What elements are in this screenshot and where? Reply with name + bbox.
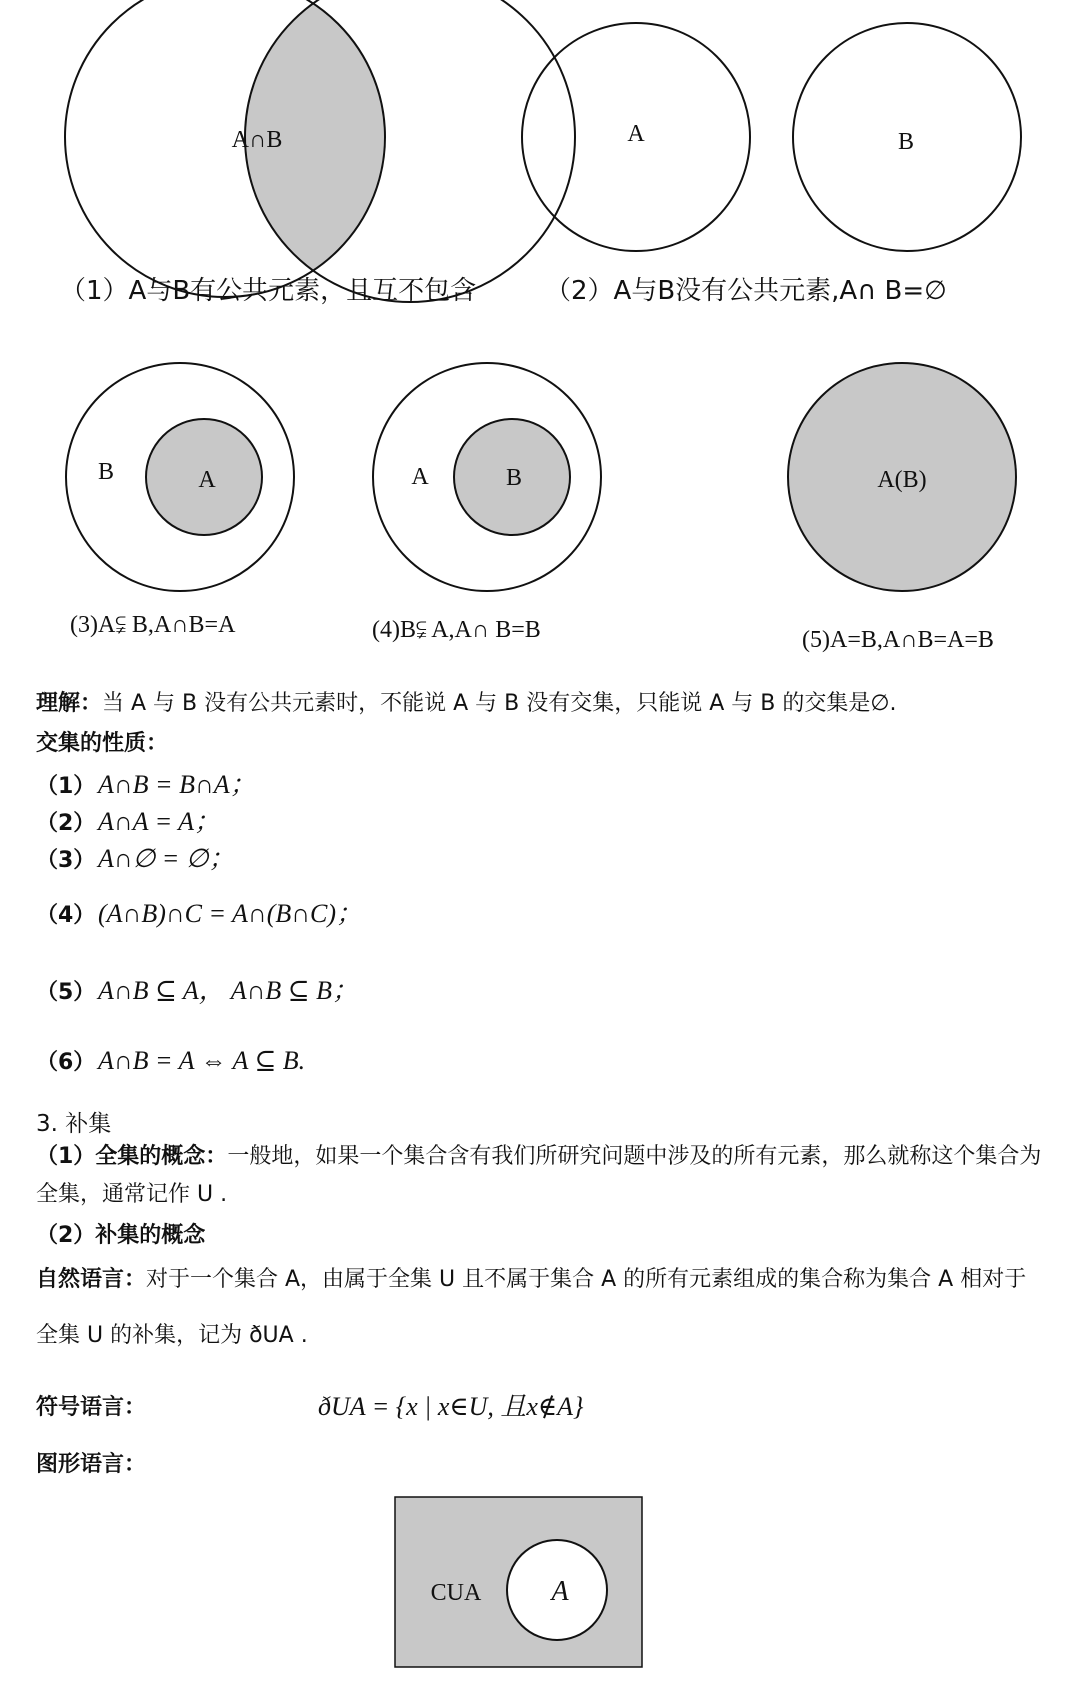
universal-set-paragraph [36, 1138, 1046, 1214]
complement-concept-title: （2）补集的概念 [36, 1223, 206, 1248]
equal-label: A(B) [877, 467, 927, 493]
understanding-text: 当 A 与 B 没有公共元素时，不能说 A 与 B 没有交集，只能说 A 与 B 的交集是∅. [102, 691, 897, 716]
understanding-paragraph [36, 686, 897, 717]
property-number: （6） [36, 1050, 96, 1075]
property-formula: A∩B = B∩A； [98, 770, 256, 799]
caption-2: （2）A与B没有公共元素,A∩ B=∅ [545, 276, 947, 306]
universal-text: 一般地，如果一个集合含有我们所研究问题中涉及的所有元素，那么就称这个集合为全集，通常记作 U . [36, 1144, 1042, 1207]
understanding-label: 理解： [36, 691, 103, 716]
property-item [36, 970, 358, 1007]
set-a-label: A [627, 121, 645, 147]
inner-label: A [198, 467, 216, 493]
property-number: （3） [36, 848, 96, 873]
properties-title: 交集的性质： [36, 731, 169, 756]
property-number: （2） [36, 811, 96, 836]
venn-equal [788, 363, 1016, 591]
set-b-label: B [897, 129, 915, 155]
venn-a-subset-b [66, 363, 294, 591]
property-formula: (A∩B)∩C = A∩(B∩C)； [98, 899, 363, 928]
property-number: （4） [36, 903, 96, 928]
natural-language-label: 自然语言： [36, 1267, 147, 1292]
caption-4: (4)B⫋ A,A∩ B=B [372, 617, 541, 643]
intersection-label: A∩B [231, 127, 283, 153]
outer-label: B [97, 459, 115, 485]
property-number: （5） [36, 980, 96, 1005]
property-formula: A∩∅ = ∅； [98, 844, 235, 873]
graphic-language-label: 图形语言： [36, 1452, 147, 1477]
property-formula: A∩B ⊆ A， A∩B ⊆ B； [98, 976, 358, 1005]
caption-3: (3)A⫋ B,A∩B=A [70, 612, 236, 638]
venn-b-subset-a [373, 363, 601, 591]
intersection-region [245, 0, 575, 302]
inner-label: B [505, 465, 523, 491]
natural-language-paragraph [36, 1252, 1046, 1364]
property-item [36, 1045, 305, 1076]
property-formula: A∩B = A ⇔ A ⊆ B. [98, 1046, 306, 1075]
property-item [36, 838, 235, 875]
natural-language-text: 对于一个集合 A，由属于全集 U 且不属于集合 A 的所有元素组成的集合称为集合 A 相对于全集 U 的补集，记为 ðUA . [36, 1267, 1027, 1348]
complement-label: CUA [430, 1580, 482, 1606]
venn-disjoint [522, 23, 1021, 251]
set-a-label: A [551, 1576, 569, 1607]
caption-1: （1）A与B有公共元素，且互不包含 [60, 276, 477, 306]
symbol-formula: ðUA = {x | x∈U, 且x∉A} [318, 1392, 584, 1421]
property-number: （1） [36, 774, 96, 799]
property-formula: A∩A = A； [98, 807, 221, 836]
venn-overlap [65, 0, 575, 302]
symbol-language-label: 符号语言： [36, 1395, 147, 1420]
caption-5: (5)A=B,A∩B=A=B [802, 627, 994, 653]
property-item [36, 893, 362, 930]
section-heading: 3. 补集 [36, 1111, 112, 1137]
universal-label: （1）全集的概念： [36, 1144, 228, 1169]
property-item [36, 801, 220, 838]
venn-complement [395, 1497, 642, 1667]
outer-label: A [411, 464, 429, 490]
property-item [36, 764, 256, 801]
